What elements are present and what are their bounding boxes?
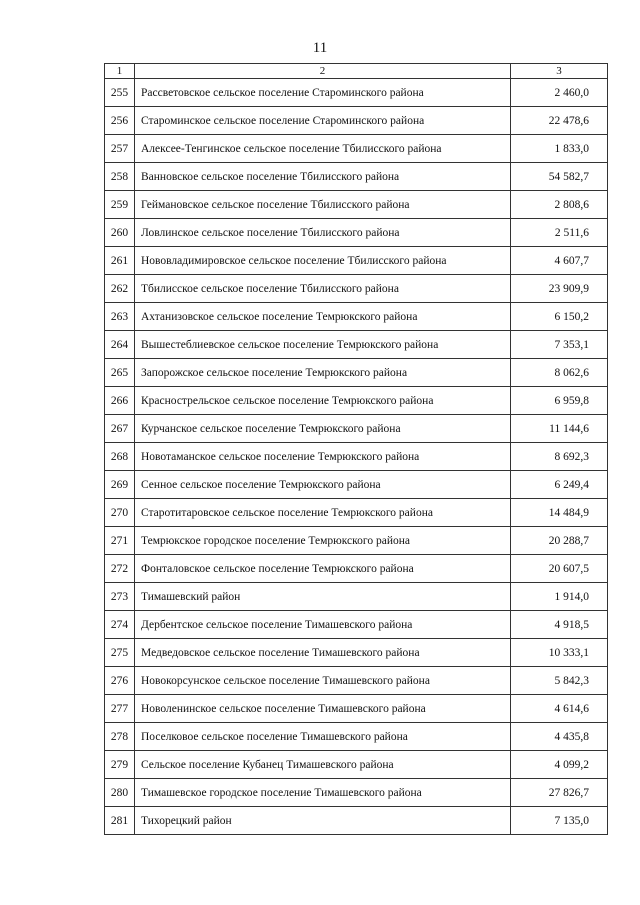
row-value: 11 144,6 — [511, 415, 608, 443]
table-row — [105, 359, 608, 387]
row-number: 262 — [105, 275, 135, 303]
row-number: 259 — [105, 191, 135, 219]
row-number: 281 — [105, 807, 135, 835]
row-name: Поселковое сельское поселение Тимашевского района — [135, 723, 511, 751]
row-value: 8 692,3 — [511, 443, 608, 471]
row-value: 5 842,3 — [511, 667, 608, 695]
row-value: 14 484,9 — [511, 499, 608, 527]
table-row — [105, 303, 608, 331]
row-number: 269 — [105, 471, 135, 499]
row-value: 4 607,7 — [511, 247, 608, 275]
table-row — [105, 471, 608, 499]
table-row — [105, 555, 608, 583]
column-header-3: 3 — [511, 64, 608, 79]
row-value: 20 288,7 — [511, 527, 608, 555]
table-row — [105, 527, 608, 555]
table-row — [105, 275, 608, 303]
row-name: Тихорецкий район — [135, 807, 511, 835]
row-name: Староминское сельское поселение Староминского района — [135, 107, 511, 135]
row-name: Тбилисское сельское поселение Тбилисского района — [135, 275, 511, 303]
column-header-1: 1 — [105, 64, 135, 79]
table-row — [105, 135, 608, 163]
table-row — [105, 751, 608, 779]
page-number: 11 — [312, 40, 328, 56]
row-number: 261 — [105, 247, 135, 275]
row-name: Медведовское сельское поселение Тимашевского района — [135, 639, 511, 667]
table-row — [105, 667, 608, 695]
row-name: Ванновское сельское поселение Тбилисского района — [135, 163, 511, 191]
row-value: 1 914,0 — [511, 583, 608, 611]
row-number: 265 — [105, 359, 135, 387]
row-value: 22 478,6 — [511, 107, 608, 135]
row-number: 276 — [105, 667, 135, 695]
table-row — [105, 695, 608, 723]
row-number: 275 — [105, 639, 135, 667]
row-name: Ловлинское сельское поселение Тбилисского района — [135, 219, 511, 247]
row-value: 2 808,6 — [511, 191, 608, 219]
row-value: 6 249,4 — [511, 471, 608, 499]
row-value: 6 150,2 — [511, 303, 608, 331]
row-value: 2 460,0 — [511, 79, 608, 107]
allocation-table — [104, 63, 608, 835]
row-name: Темрюкское городское поселение Темрюкского района — [135, 527, 511, 555]
row-value: 27 826,7 — [511, 779, 608, 807]
row-number: 256 — [105, 107, 135, 135]
row-name: Рассветовское сельское поселение Староминского района — [135, 79, 511, 107]
row-name: Новотаманское сельское поселение Темрюкского района — [135, 443, 511, 471]
row-value: 8 062,6 — [511, 359, 608, 387]
row-number: 274 — [105, 611, 135, 639]
row-value: 23 909,9 — [511, 275, 608, 303]
table-row — [105, 499, 608, 527]
row-number: 264 — [105, 331, 135, 359]
table-row — [105, 163, 608, 191]
row-number: 263 — [105, 303, 135, 331]
row-name: Сенное сельское поселение Темрюкского района — [135, 471, 511, 499]
table-row — [105, 415, 608, 443]
row-number: 255 — [105, 79, 135, 107]
row-name: Фонталовское сельское поселение Темрюкского района — [135, 555, 511, 583]
row-number: 258 — [105, 163, 135, 191]
row-value: 1 833,0 — [511, 135, 608, 163]
table-row — [105, 611, 608, 639]
table-row — [105, 779, 608, 807]
row-number: 268 — [105, 443, 135, 471]
row-value: 54 582,7 — [511, 163, 608, 191]
row-value: 20 607,5 — [511, 555, 608, 583]
table-row — [105, 107, 608, 135]
row-name: Запорожское сельское поселение Темрюкского района — [135, 359, 511, 387]
table-row — [105, 583, 608, 611]
row-value: 7 135,0 — [511, 807, 608, 835]
row-value: 4 918,5 — [511, 611, 608, 639]
row-number: 271 — [105, 527, 135, 555]
row-number: 273 — [105, 583, 135, 611]
row-value: 4 614,6 — [511, 695, 608, 723]
row-name: Краснострельское сельское поселение Темрюкского района — [135, 387, 511, 415]
row-name: Нововладимировское сельское поселение Тбилисского района — [135, 247, 511, 275]
row-number: 267 — [105, 415, 135, 443]
header-row — [105, 64, 608, 79]
table-body — [105, 79, 608, 835]
row-number: 277 — [105, 695, 135, 723]
row-number: 280 — [105, 779, 135, 807]
row-name: Алексее-Тенгинское сельское поселение Тбилисского района — [135, 135, 511, 163]
row-value: 6 959,8 — [511, 387, 608, 415]
table-row — [105, 331, 608, 359]
row-name: Дербентское сельское поселение Тимашевского района — [135, 611, 511, 639]
row-value: 10 333,1 — [511, 639, 608, 667]
row-name: Тимашевское городское поселение Тимашевского района — [135, 779, 511, 807]
table-row — [105, 807, 608, 835]
row-value: 4 435,8 — [511, 723, 608, 751]
row-value: 2 511,6 — [511, 219, 608, 247]
row-value: 4 099,2 — [511, 751, 608, 779]
row-number: 279 — [105, 751, 135, 779]
table-row — [105, 387, 608, 415]
row-number: 257 — [105, 135, 135, 163]
row-name: Ахтанизовское сельское поселение Темрюкского района — [135, 303, 511, 331]
table-row — [105, 639, 608, 667]
row-name: Сельское поселение Кубанец Тимашевского района — [135, 751, 511, 779]
table-row — [105, 723, 608, 751]
row-number: 272 — [105, 555, 135, 583]
table-header — [105, 64, 608, 79]
row-number: 266 — [105, 387, 135, 415]
table-row — [105, 247, 608, 275]
column-header-2: 2 — [135, 64, 511, 79]
row-name: Новоленинское сельское поселение Тимашевского района — [135, 695, 511, 723]
row-name: Курчанское сельское поселение Темрюкского района — [135, 415, 511, 443]
row-name: Старотитаровское сельское поселение Темрюкского района — [135, 499, 511, 527]
row-number: 270 — [105, 499, 135, 527]
table-row — [105, 443, 608, 471]
row-number: 278 — [105, 723, 135, 751]
row-name: Геймановское сельское поселение Тбилисского района — [135, 191, 511, 219]
table-row — [105, 79, 608, 107]
row-value: 7 353,1 — [511, 331, 608, 359]
row-name: Вышестеблиевское сельское поселение Темрюкского района — [135, 331, 511, 359]
table-row — [105, 219, 608, 247]
row-name: Тимашевский район — [135, 583, 511, 611]
table-row — [105, 191, 608, 219]
row-number: 260 — [105, 219, 135, 247]
row-name: Новокорсунское сельское поселение Тимашевского района — [135, 667, 511, 695]
